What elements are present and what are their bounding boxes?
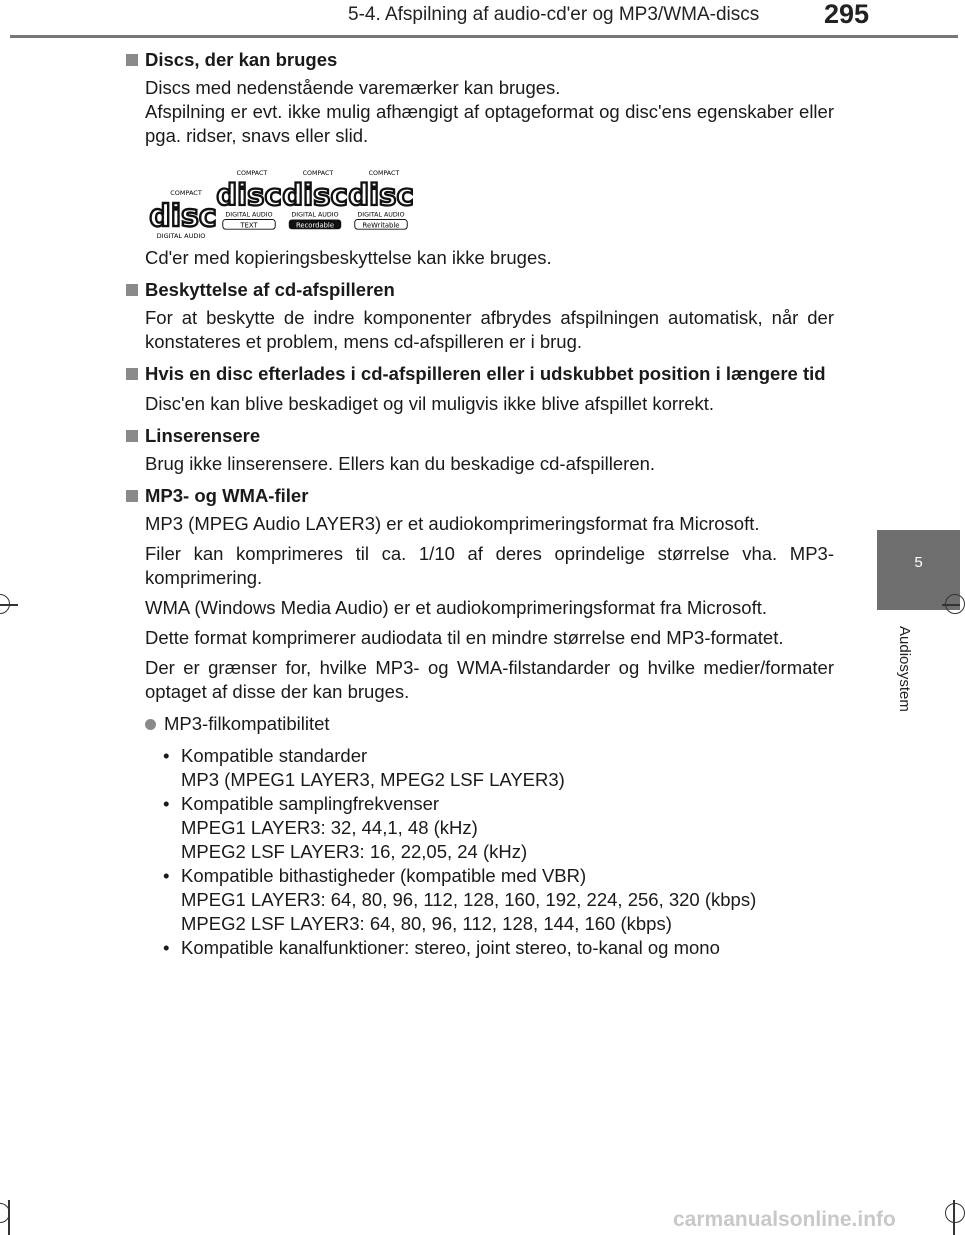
square-bullet-icon	[126, 284, 138, 296]
compatibility-list	[157, 744, 834, 960]
paragraph: Filer kan komprimeres til ca. 1/10 af deres oprindelige størrelse vha. MP3-komprimering.	[145, 543, 834, 588]
svg-text:COMPACT: COMPACT	[368, 169, 400, 177]
paragraph: Disc'en kan blive beskadiget og vil muligvis ikke blive afspillet korrekt.	[145, 393, 715, 414]
svg-text:ReWritable: ReWritable	[362, 221, 400, 230]
list-item: • Kompatible samplingfrekvenser MPEG1 LAYER3: 32, 44,1, 48 (kHz) MPEG2 LSF LAYER3: 16, 22,05, 24 (kHz)	[163, 793, 528, 862]
chapter-label: Audiosystem	[896, 626, 913, 712]
svg-text:disc: disc	[282, 177, 348, 212]
paragraph: Afspilning er evt. ikke mulig afhængigt af optageformat og disc'ens egenskaber eller pga. ridser, snavs eller slid.	[145, 101, 834, 146]
crop-line	[0, 604, 18, 606]
square-bullet-icon	[126, 490, 138, 502]
circle-bullet-icon	[145, 719, 156, 730]
compact-disc-recordable-logo	[282, 168, 348, 236]
svg-text:disc: disc	[216, 177, 282, 212]
svg-text:Recordable: Recordable	[295, 221, 335, 230]
svg-text:disc: disc	[149, 199, 217, 234]
subheading-compatibility: MP3-filkompatibilitet	[126, 712, 834, 736]
paragraph: MP3 (MPEG Audio LAYER3) er et audiokomprimeringsformat fra Microsoft.	[145, 513, 760, 534]
svg-text:disc: disc	[348, 177, 414, 212]
crop-line	[8, 1200, 10, 1235]
page-header	[0, 0, 960, 33]
page-number: 295	[824, 0, 870, 29]
svg-text:COMPACT: COMPACT	[170, 189, 202, 197]
svg-text:TEXT: TEXT	[240, 221, 258, 230]
list-item: • Kompatible standarder MP3 (MPEG1 LAYER3, MPEG2 LSF LAYER3)	[163, 745, 565, 790]
svg-text:DIGITAL AUDIO: DIGITAL AUDIO	[225, 211, 273, 219]
paragraph: For at beskytte de indre komponenter afbrydes afspilningen automatisk, når der konstateres et problem, mens cd-afspilleren er i brug.	[145, 307, 834, 352]
header-rule	[10, 35, 958, 38]
compact-disc-logo	[149, 182, 217, 250]
square-bullet-icon	[126, 368, 138, 380]
chapter-number: 5	[914, 554, 923, 571]
svg-text:COMPACT: COMPACT	[236, 169, 268, 177]
square-bullet-icon	[126, 54, 138, 66]
heading-lens-cleaners: Linserensere	[126, 424, 834, 448]
crop-mark	[945, 1203, 965, 1223]
list-item: • Kompatible bithastigheder (kompatible med VBR) MPEG1 LAYER3: 64, 80, 96, 112, 128, 160, 192, 224, 256, 320 (kbps) MPEG2 LSF LAYER3: 64, 80, 96, 112, 128, 144, 160 (kbps)	[163, 865, 757, 934]
svg-text:DIGITAL AUDIO: DIGITAL AUDIO	[156, 232, 206, 240]
section-title: 5-4. Afspilning af audio-cd'er og MP3/WMA-discs	[348, 4, 760, 25]
heading-protection: Beskyttelse af cd-afspilleren	[126, 278, 834, 302]
crop-line	[942, 604, 960, 606]
svg-text:DIGITAL AUDIO: DIGITAL AUDIO	[357, 211, 405, 219]
paragraph: Cd'er med kopieringsbeskyttelse kan ikke bruges.	[145, 247, 552, 268]
watermark: carmanualsonline.info	[673, 1208, 896, 1231]
compact-disc-rewritable-logo	[348, 168, 414, 236]
paragraph: Brug ikke linserensere. Ellers kan du beskadige cd-afspilleren.	[145, 453, 656, 474]
list-item: • Kompatible kanalfunktioner: stereo, joint stereo, to-kanal og mono	[163, 937, 720, 958]
paragraph: Dette format komprimerer audiodata til en mindre størrelse end MP3-formatet.	[145, 627, 784, 648]
disc-logos	[149, 168, 834, 240]
heading-mp3-wma: MP3- og WMA-filer	[126, 484, 834, 508]
paragraph: Discs med nedenstående varemærker kan bruges.	[145, 77, 561, 98]
page-content	[126, 48, 834, 960]
paragraph: WMA (Windows Media Audio) er et audiokomprimeringsformat fra Microsoft.	[145, 597, 768, 618]
paragraph: Der er grænser for, hvilke MP3- og WMA-filstandarder og hvilke medier/formater optaget af disse der kan bruges.	[145, 657, 834, 702]
compact-disc-text-logo	[216, 168, 282, 236]
heading-discs: Discs, der kan bruges	[126, 48, 834, 72]
svg-text:DIGITAL AUDIO: DIGITAL AUDIO	[291, 211, 339, 219]
svg-text:COMPACT: COMPACT	[302, 169, 334, 177]
square-bullet-icon	[126, 430, 138, 442]
crop-line	[953, 1200, 955, 1235]
heading-disc-left: Hvis en disc efterlades i cd-afspilleren eller i udskubbet position i længere tid	[126, 362, 834, 386]
